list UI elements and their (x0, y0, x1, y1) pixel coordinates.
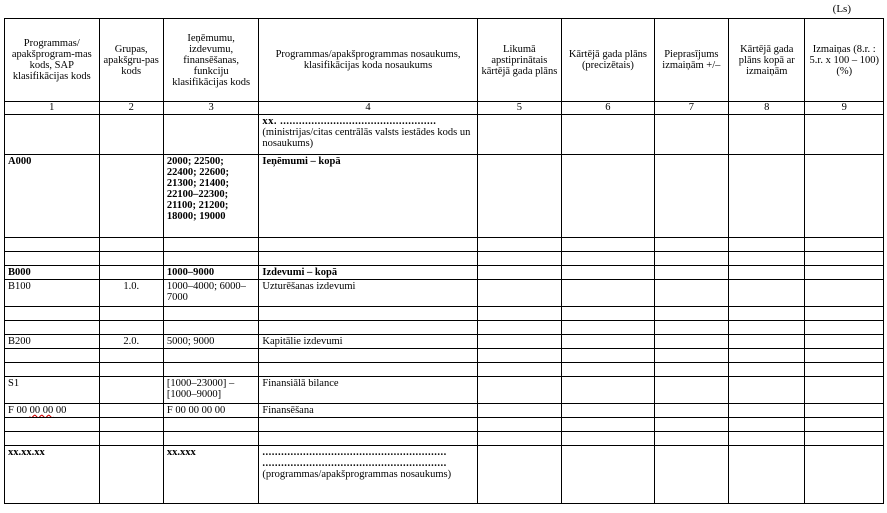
program-code: S1 (5, 377, 100, 404)
column-number: 7 (654, 102, 728, 115)
column-number: 5 (477, 102, 561, 115)
classification-code: 2000; 22500; 22400; 22600; 21300; 21400; 22100–22300; 21100; 21200; 18000; 19000 (163, 155, 259, 238)
classification-code: 5000; 9000 (163, 335, 259, 349)
row-name: Izdevumi – kopā (259, 266, 477, 280)
classification-code: 1000–9000 (163, 266, 259, 280)
program-code: F 00 00 00 00 (5, 404, 100, 418)
header-cell: Grupas, apakšgru-pas kods (99, 19, 163, 102)
ministry-cell (259, 115, 477, 155)
table-row (5, 363, 884, 377)
program-name-cell (259, 446, 477, 504)
table-row (5, 307, 884, 321)
classification-code: xx.xxx (163, 446, 259, 504)
row-name: Finansiālā bilance (259, 377, 477, 404)
column-number: 9 (805, 102, 884, 115)
program-dots: ........................................................... (262, 447, 447, 458)
ministry-dots: xx. .................................................. (262, 116, 437, 127)
table-row (5, 432, 884, 446)
group-code: 2.0. (99, 335, 163, 349)
table-row (5, 321, 884, 335)
row-name: Kapitālie izdevumi (259, 335, 477, 349)
row-name: Uzturēšanas izdevumi (259, 280, 477, 307)
header-row (5, 19, 884, 102)
column-number: 2 (99, 102, 163, 115)
classification-code: [1000–23000] – [1000–9000] (163, 377, 259, 404)
table-row (5, 155, 884, 238)
row-name: Finansēšana (259, 404, 477, 418)
header-cell: Ieņēmumu, izdevumu, finansēšanas, funkciju klasifikācijas kods (163, 19, 259, 102)
program-code: xx.xx.xx (5, 446, 100, 504)
header-cell: Pieprasījums izmaiņām +/– (654, 19, 728, 102)
header-cell: Likumā apstiprinātais kārtējā gada plāns (477, 19, 561, 102)
table-row (5, 335, 884, 349)
column-number: 8 (729, 102, 805, 115)
column-number-row (5, 102, 884, 115)
table-row (5, 266, 884, 280)
header-cell: Programmas/apakšprogrammas nosaukums, klasifikācijas koda nosaukums (259, 19, 477, 102)
header-cell: Kārtējā gada plāns (precizētais) (562, 19, 655, 102)
group-code: 1.0. (99, 280, 163, 307)
table-row (5, 404, 884, 418)
classification-code: F 00 00 00 00 (163, 404, 259, 418)
budget-table (4, 18, 884, 504)
column-number: 3 (163, 102, 259, 115)
table-row (5, 238, 884, 252)
column-number: 1 (5, 102, 100, 115)
column-number: 4 (259, 102, 477, 115)
program-name: (programmas/apakšprogrammas nosaukums) (262, 469, 452, 480)
header-cell: Programmas/ apakšprogram-mas kods, SAP klasifikācijas kods (5, 19, 100, 102)
table-row (5, 446, 884, 504)
currency-unit: (Ls) (832, 3, 851, 15)
table-row (5, 252, 884, 266)
column-number: 6 (562, 102, 655, 115)
table-row (5, 349, 884, 363)
program-dots: ........................................................... (262, 458, 447, 469)
table-row (5, 280, 884, 307)
ministry-name: (ministrijas/citas centrālās valsts iestādes kods un nosaukums) (262, 127, 471, 149)
classification-code: 1000–4000; 6000–7000 (163, 280, 259, 307)
table-row (5, 377, 884, 404)
program-code: A000 (5, 155, 100, 238)
row-name: Ieņēmumi – kopā (259, 155, 477, 238)
program-code: B000 (5, 266, 100, 280)
table-row (5, 115, 884, 155)
table-row (5, 418, 884, 432)
program-code: B100 (5, 280, 100, 307)
program-code: B200 (5, 335, 100, 349)
header-cell: Kārtējā gada plāns kopā ar izmaiņām (729, 19, 805, 102)
header-cell: Izmaiņas (8.r. : 5.r. x 100 – 100) (%) (805, 19, 884, 102)
